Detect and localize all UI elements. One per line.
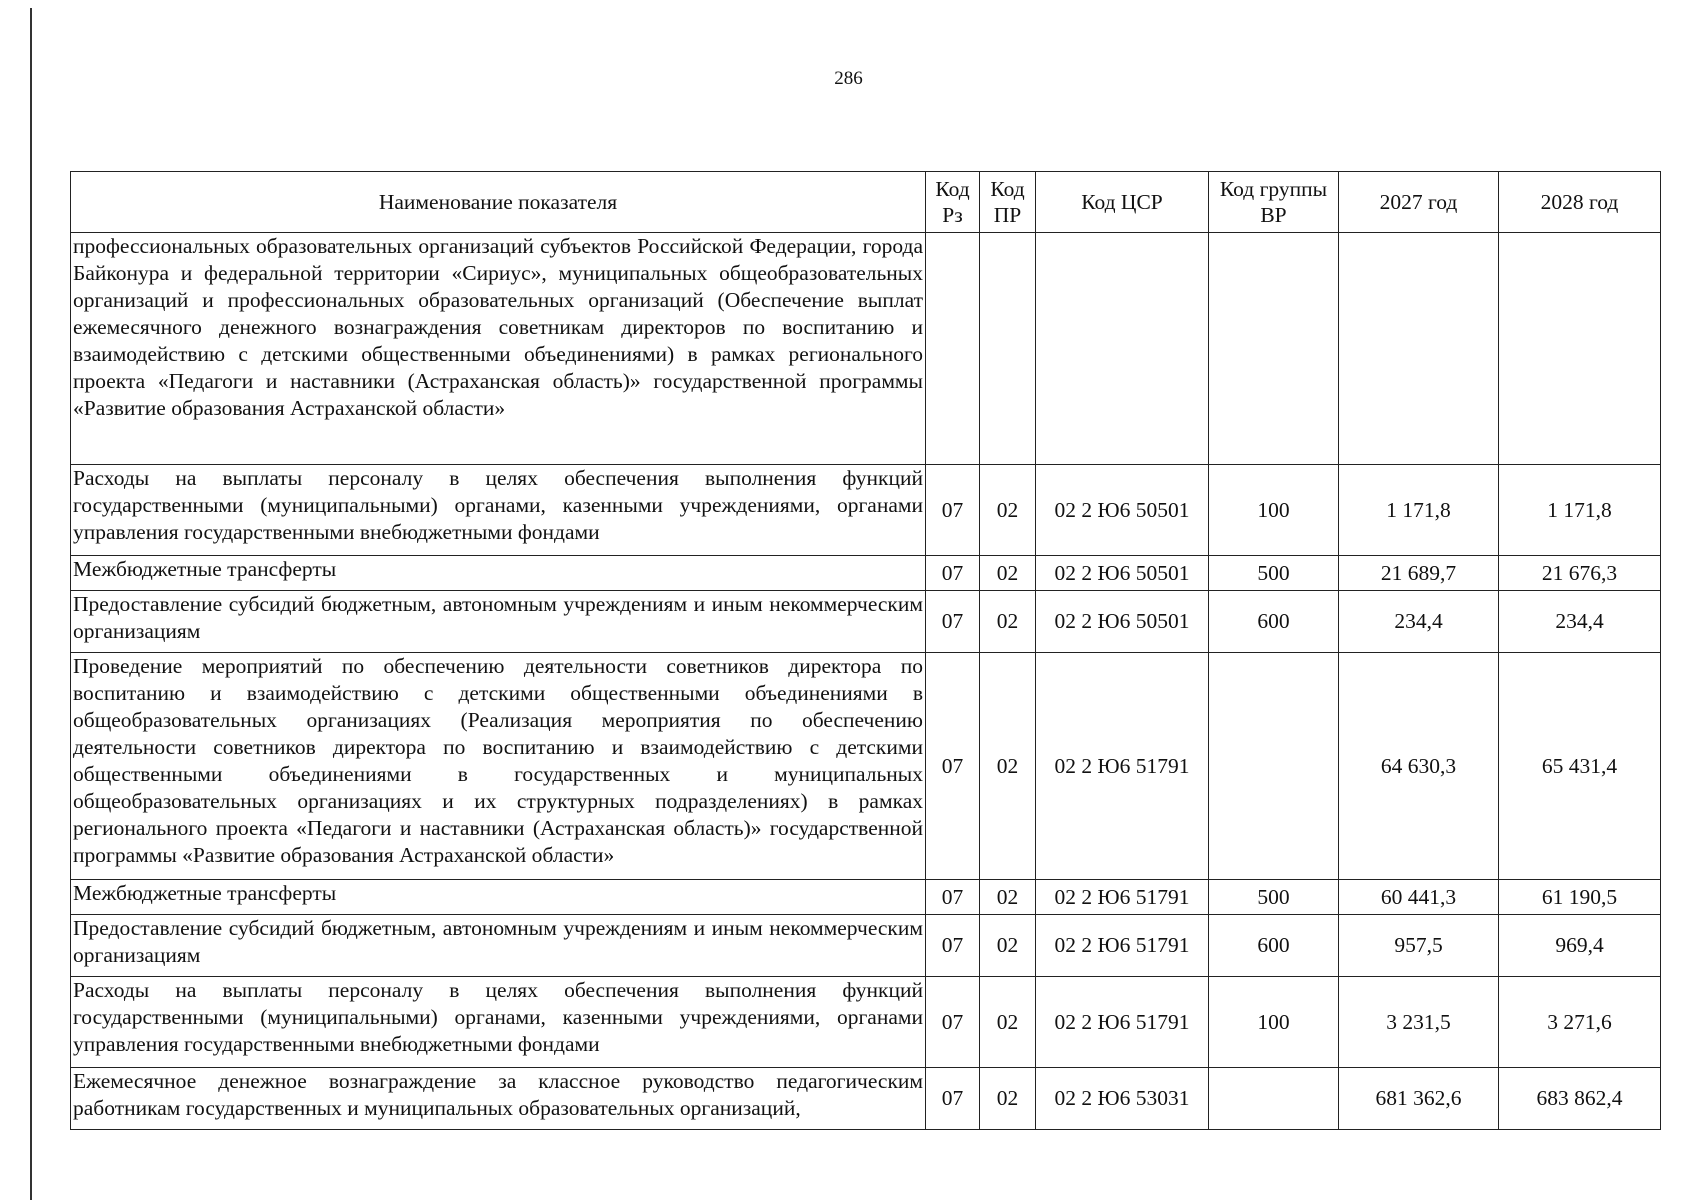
row-2028: 61 190,5: [1499, 880, 1661, 915]
row-2028: 234,4: [1499, 591, 1661, 653]
budget-table: [70, 171, 1661, 1130]
table-row: [71, 556, 1661, 591]
row-vr: [1209, 233, 1339, 465]
row-name: Расходы на выплаты персоналу в целях обеспечения выполнения функций государственными (муниципальными) органами, казенными учреждениями, органами управления государственными внебюджетными фондами: [71, 977, 926, 1068]
page-number: 286: [834, 68, 863, 89]
table-row: [71, 1068, 1661, 1130]
row-2027: [1339, 233, 1499, 465]
table-row: [71, 591, 1661, 653]
row-vr: 600: [1209, 915, 1339, 977]
row-2027: 681 362,6: [1339, 1068, 1499, 1130]
table-row: [71, 880, 1661, 915]
row-2028: 21 676,3: [1499, 556, 1661, 591]
row-vr: [1209, 1068, 1339, 1130]
header-csr: Код ЦСР: [1036, 172, 1209, 233]
row-csr: 02 2 Ю6 50501: [1036, 556, 1209, 591]
row-rz: 07: [926, 977, 980, 1068]
row-pr: 02: [980, 880, 1036, 915]
row-csr: 02 2 Ю6 50501: [1036, 465, 1209, 556]
row-2027: 64 630,3: [1339, 653, 1499, 880]
row-rz: 07: [926, 915, 980, 977]
row-csr: 02 2 Ю6 53031: [1036, 1068, 1209, 1130]
row-rz: [926, 233, 980, 465]
row-vr: 600: [1209, 591, 1339, 653]
row-name: Межбюджетные трансферты: [71, 880, 926, 915]
table-header-row: [71, 172, 1661, 233]
row-pr: 02: [980, 1068, 1036, 1130]
row-name: Проведение мероприятий по обеспечению деятельности советников директора по воспитанию и взаимодействию с детскими общественными объединениями в общеобразовательных организациях (Реализация мероприятия по обеспечению деятельности советников директора по воспитанию и взаимодействию с детскими общественными объединениями в государственных и муниципальных общеобразовательных организациях и их структурных подразделениях) в рамках регионального проекта «Педагоги и наставники (Астраханская область)» государственной программы «Развитие образования Астраханской области»: [71, 653, 926, 880]
row-pr: [980, 233, 1036, 465]
table-row: [71, 465, 1661, 556]
row-csr: 02 2 Ю6 51791: [1036, 880, 1209, 915]
row-2027: 60 441,3: [1339, 880, 1499, 915]
row-csr: 02 2 Ю6 51791: [1036, 977, 1209, 1068]
row-rz: 07: [926, 465, 980, 556]
row-name: Расходы на выплаты персоналу в целях обеспечения выполнения функций государственными (муниципальными) органами, казенными учреждениями, органами управления государственными внебюджетными фондами: [71, 465, 926, 556]
row-2027: 3 231,5: [1339, 977, 1499, 1068]
row-pr: 02: [980, 653, 1036, 880]
row-2027: 1 171,8: [1339, 465, 1499, 556]
row-name: Предоставление субсидий бюджетным, автономным учреждениям и иным некоммерческим организациям: [71, 915, 926, 977]
header-name: Наименование показателя: [71, 172, 926, 233]
row-csr: 02 2 Ю6 51791: [1036, 915, 1209, 977]
row-name: Межбюджетные трансферты: [71, 556, 926, 591]
row-2027: 957,5: [1339, 915, 1499, 977]
row-rz: 07: [926, 1068, 980, 1130]
row-vr: [1209, 653, 1339, 880]
row-csr: 02 2 Ю6 51791: [1036, 653, 1209, 880]
row-2027: 21 689,7: [1339, 556, 1499, 591]
scan-edge-line: [30, 8, 32, 1200]
row-csr: [1036, 233, 1209, 465]
table-row: [71, 653, 1661, 880]
row-pr: 02: [980, 591, 1036, 653]
row-name: профессиональных образовательных организаций субъектов Российской Федерации, города Байконура и федеральной территории «Сириус», муниципальных общеобразовательных организаций и профессиональных образовательных организаций (Обеспечение выплат ежемесячного денежного вознаграждения советникам директоров по воспитанию и взаимодействию с детскими общественными объединениями) в рамках регионального проекта «Педагоги и наставники (Астраханская область)» государственной программы «Развитие образования Астраханской области»: [71, 233, 926, 465]
row-pr: 02: [980, 977, 1036, 1068]
row-csr: 02 2 Ю6 50501: [1036, 591, 1209, 653]
row-2027: 234,4: [1339, 591, 1499, 653]
header-2028: 2028 год: [1499, 172, 1661, 233]
row-2028: 65 431,4: [1499, 653, 1661, 880]
header-rz: Код Рз: [926, 172, 980, 233]
row-2028: 683 862,4: [1499, 1068, 1661, 1130]
row-2028: [1499, 233, 1661, 465]
row-name: Ежемесячное денежное вознаграждение за классное руководство педагогическим работникам государственных и муниципальных образовательных организаций,: [71, 1068, 926, 1130]
row-vr: 500: [1209, 556, 1339, 591]
row-2028: 1 171,8: [1499, 465, 1661, 556]
row-vr: 100: [1209, 465, 1339, 556]
row-vr: 500: [1209, 880, 1339, 915]
row-vr: 100: [1209, 977, 1339, 1068]
row-pr: 02: [980, 465, 1036, 556]
header-vr: Код группы ВР: [1209, 172, 1339, 233]
header-pr: Код ПР: [980, 172, 1036, 233]
row-rz: 07: [926, 556, 980, 591]
table-row: [71, 977, 1661, 1068]
header-2027: 2027 год: [1339, 172, 1499, 233]
row-rz: 07: [926, 591, 980, 653]
table-row: [71, 915, 1661, 977]
row-name: Предоставление субсидий бюджетным, автономным учреждениям и иным некоммерческим организациям: [71, 591, 926, 653]
row-2028: 969,4: [1499, 915, 1661, 977]
row-2028: 3 271,6: [1499, 977, 1661, 1068]
row-pr: 02: [980, 556, 1036, 591]
row-pr: 02: [980, 915, 1036, 977]
table-row: [71, 233, 1661, 465]
row-rz: 07: [926, 880, 980, 915]
row-rz: 07: [926, 653, 980, 880]
